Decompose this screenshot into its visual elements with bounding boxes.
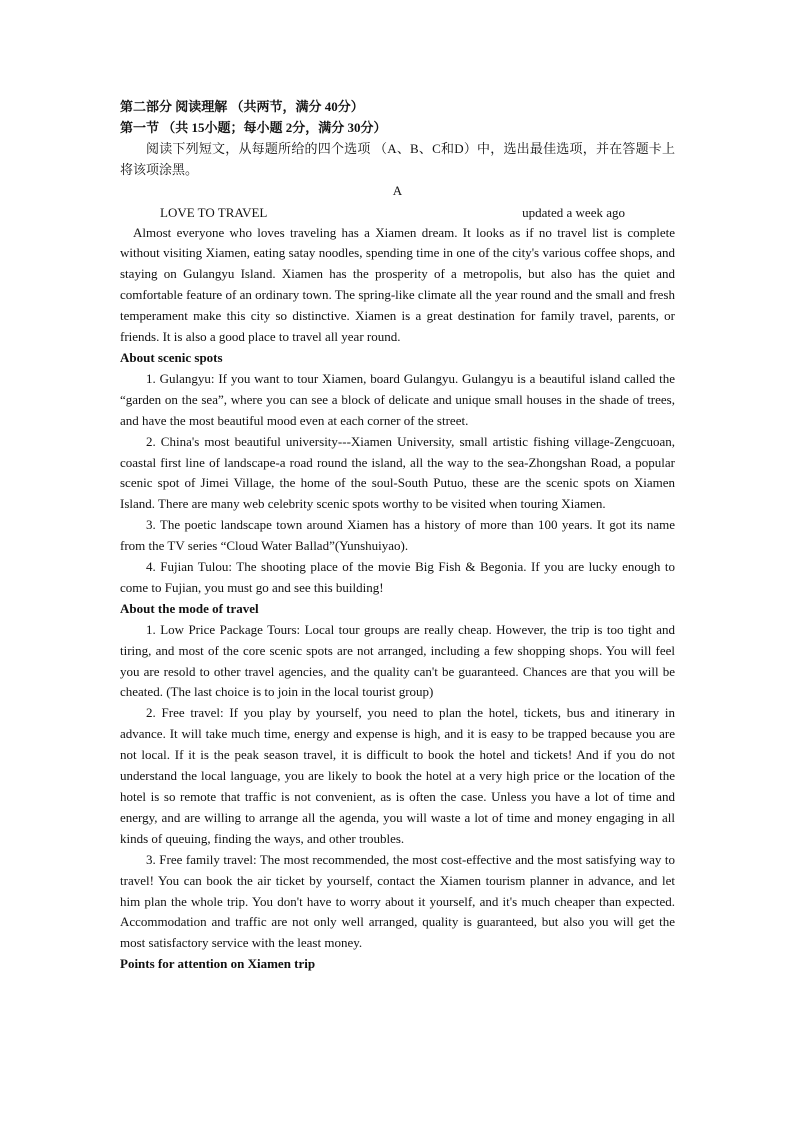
- scenic-item: 4. Fujian Tulou: The shooting place of the movie Big Fish & Begonia. If you are lucky enough to come to Fujian, you must go and see this building!: [120, 559, 675, 595]
- scenic-item: 3. The poetic landscape town around Xiamen has a history of more than 100 years. It got its name from the TV series “Cloud Water Ballad”(Yunshuiyao).: [120, 517, 675, 554]
- instruction-text: 阅读下列短文，从每题所给的四个选项 （A、B、C和D）中，选出最佳选项，并在答题卡上将该项涂黑。: [120, 140, 675, 177]
- passage-letter: A: [392, 182, 403, 198]
- travel-item: 1. Low Price Package Tours: Local tour groups are really cheap. However, the trip is too tight and tiring, and most of the core scenic spots are not arranged, including a few shopping shops. You will feel you are resold to other travel agencies, and the quality can't be guaranteed. Chances are that you will be cheated. (The last choice is to join in the local tourist group): [120, 621, 675, 700]
- part-heading: 第二部分 阅读理解 （共两节，满分 40分）: [120, 99, 364, 114]
- scenic-heading: About scenic spots: [120, 349, 223, 365]
- scenic-item: 2. China's most beautiful university---Xiamen University, small artistic fishing village-Zengcuoan, coastal first line of landscape-a road round the island, all the way to the sea-Zhongshan Road, a popular scenic spot of Jimei Village, the home of the soul-South Putuo, these are the scenic spots on Xiamen Island. There are many web celebrity scenic spots worthy to be visited when touring Xiamen.: [120, 433, 675, 512]
- passage-source-row: [120, 202, 675, 223]
- source-label: LOVE TO TRAVEL: [160, 204, 268, 220]
- updated-label: updated a week ago: [522, 204, 625, 220]
- scenic-item: 1. Gulangyu: If you want to tour Xiamen, board Gulangyu. Gulangyu is a beautiful island called the “garden on the sea”, where you can see a block of delicate and unique small houses in the shade of trees, and have the most beautiful mood even at each corner of the street.: [120, 370, 675, 428]
- travel-item: 3. Free family travel: The most recommended, the most cost-effective and the most satisfying way to travel! You can book the air ticket by yourself, contact the Xiamen tourism planner in advance, and let him plan the whole trip. You don't have to worry about it yourself, and it's much cheaper than expected. Accommodation and traffic are not only well arranged, quality is guaranteed, but also you will get the most satisfactory service with the least money.: [120, 851, 675, 951]
- section-heading: 第一节 （共 15小题；每小题 2分，满分 30分）: [120, 119, 387, 135]
- travel-item: 2. Free travel: If you play by yourself, you need to plan the hotel, tickets, bus and itinerary in advance. It will take much time, energy and expense is high, and it is easy to be trapped because you are not local. If it is the peak season travel, it is difficult to book the hotel and tickets! And if you do not understand the local language, you are likely to book the hotel at a very high price or the location of the hotel is so remote that traffic is not convenient, as is often the case. Unless you have a lot of time and energy, and are willing to arrange all the agenda, you will waste a lot of time and money engaging in all kinds of queuing, finding the ways, and other troubles.: [120, 705, 675, 846]
- document-page: [120, 97, 675, 975]
- attention-heading: Points for attention on Xiamen trip: [120, 956, 316, 972]
- travel-heading: About the mode of travel: [120, 600, 259, 616]
- intro-paragraph: Almost everyone who loves traveling has a Xiamen dream. It looks as if no travel list is complete without visiting Xiamen, eating satay noodles, spending time in one of the city's various coffee shops, and staying on Gulangyu Island. Xiamen has the prosperity of a metropolis, but also has the quiet and comfortable feature of an ordinary town. The spring-like climate all the year round and the small and fresh temperament make this city so distinctive. Xiamen is a great destination for family travel, parents, or friends. It is also a good place to travel all year round.: [120, 224, 675, 345]
